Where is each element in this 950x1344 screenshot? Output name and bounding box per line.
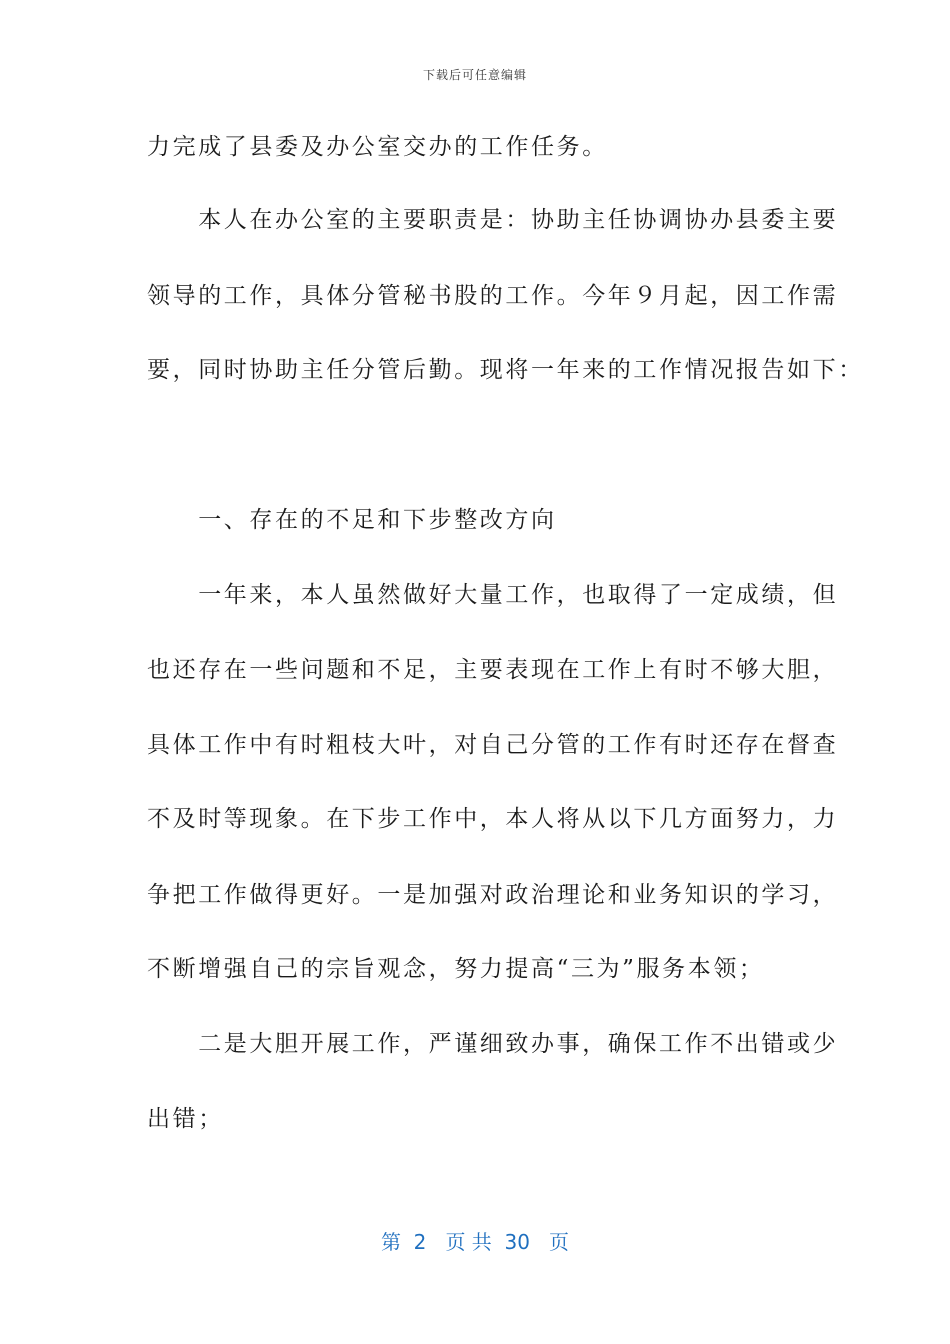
paragraph-line: 要，同时协助主任分管后勤。现将一年来的工作情况报告如下： [147, 357, 864, 383]
paragraph-line: 不及时等现象。在下步工作中，本人将从以下几方面努力，力 [147, 806, 839, 832]
page-number-footer: 第 2 页 共 30 页 [380, 1230, 570, 1254]
paragraph-line: 领导的工作，具体分管秘书股的工作。今年９月起，因工作需 [147, 283, 839, 309]
paragraph-line: 一年来，本人虽然做好大量工作，也取得了一定成绩，但 [147, 582, 839, 608]
paragraph-line: 也还存在一些问题和不足，主要表现在工作上有时不够大胆， [147, 657, 839, 683]
paragraph-line: 不断增强自己的宗旨观念，努力提高“三为”服务本领； [147, 956, 765, 982]
paragraph-line: 出错； [147, 1106, 224, 1132]
paragraph-line: 本人在办公室的主要职责是：协助主任协调协办县委主要 [147, 207, 839, 233]
paragraph-line: 力完成了县委及办公室交办的工作任务。 [147, 134, 608, 160]
page-header: 下载后可任意编辑 [422, 68, 527, 82]
section-heading: 一、存在的不足和下步整改方向 [147, 507, 557, 533]
paragraph-line: 具体工作中有时粗枝大叶，对自己分管的工作有时还存在督查 [147, 732, 839, 758]
paragraph-line: 二是大胆开展工作，严谨细致办事，确保工作不出错或少 [147, 1031, 839, 1057]
paragraph-line: 争把工作做得更好。一是加强对政治理论和业务知识的学习， [147, 882, 839, 908]
